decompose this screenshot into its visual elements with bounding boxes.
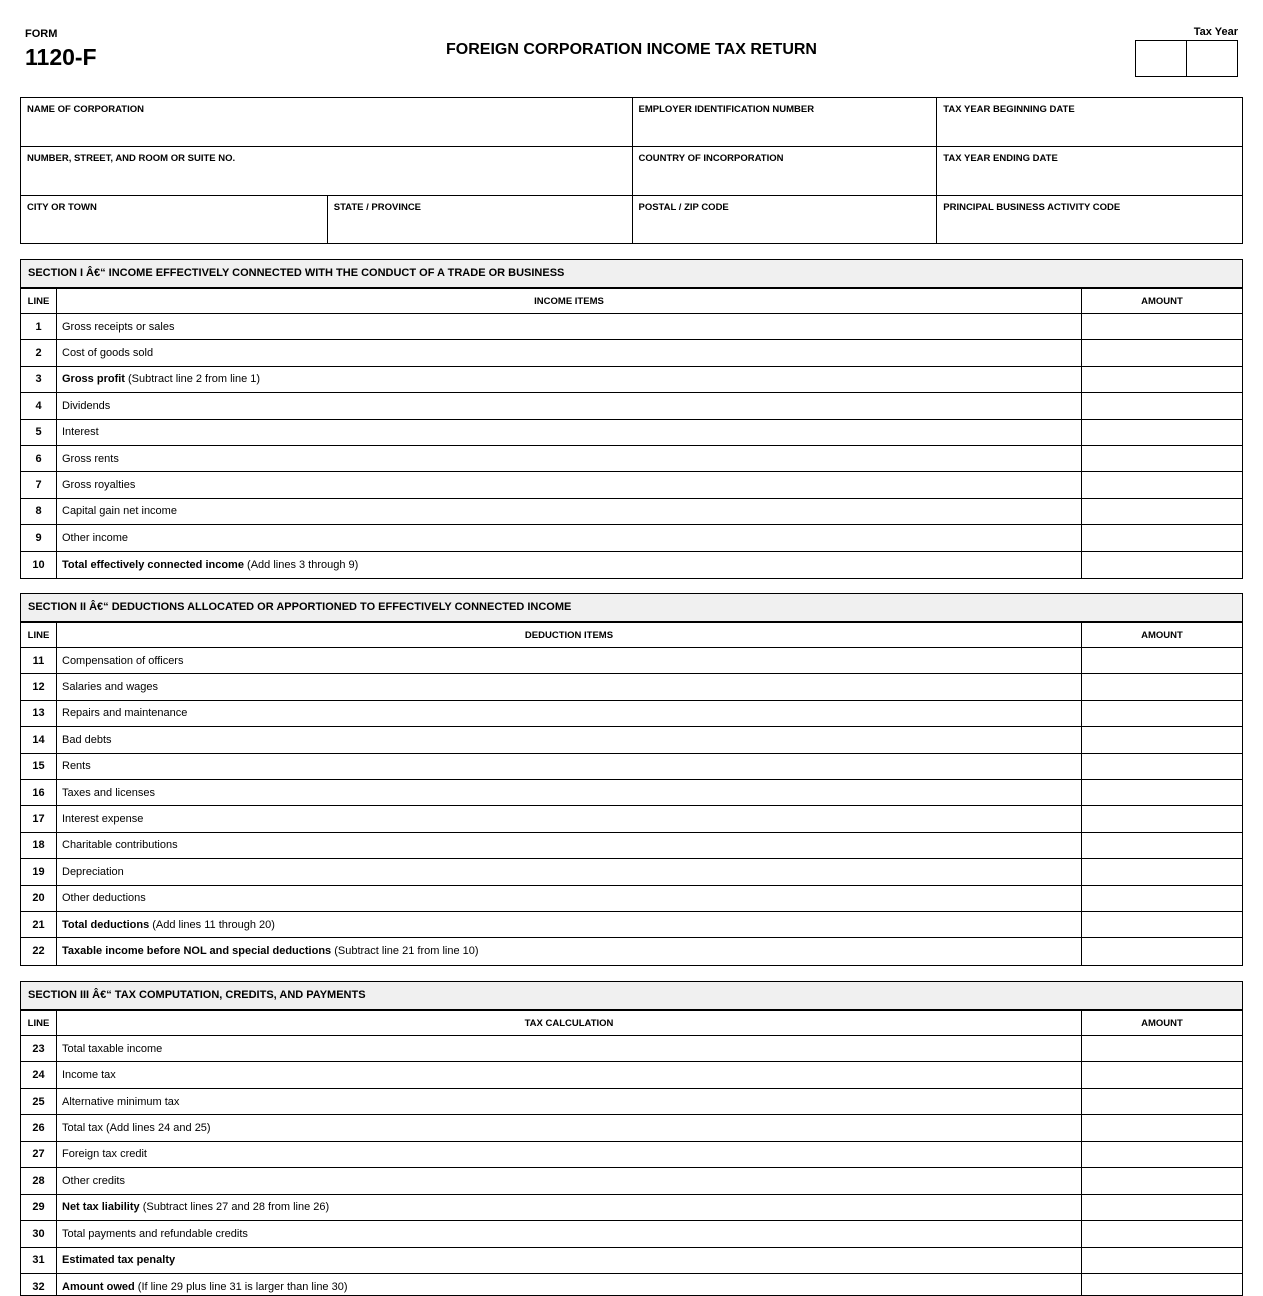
section-title: SECTION II Â€“ DEDUCTIONS ALLOCATED OR APPORTIONED TO EFFECTIVELY CONNECTED INCOME <box>21 594 1242 623</box>
amount-field[interactable] <box>1082 1168 1242 1193</box>
line-description-text: (Subtract lines 27 and 28 from line 26) <box>139 1201 330 1214</box>
amount-field[interactable] <box>1082 420 1242 445</box>
line-description-text: Dividends <box>62 399 111 412</box>
line-description-bold: Gross profit <box>62 373 125 386</box>
table-row <box>21 701 1242 727</box>
country-field[interactable] <box>632 147 937 195</box>
line-number: 19 <box>21 859 57 884</box>
line-description-bold: Taxable income before NOL and special deductions <box>62 945 332 958</box>
amount-field[interactable] <box>1082 393 1242 418</box>
city-label: CITY OR TOWN <box>27 202 97 213</box>
line-number: 16 <box>21 780 57 805</box>
table-row <box>21 1036 1242 1062</box>
line-description <box>57 393 1082 418</box>
section-title: SECTION III Â€“ TAX COMPUTATION, CREDITS, AND PAYMENTS <box>21 982 1242 1011</box>
info-row-1 <box>21 98 1242 147</box>
table-row <box>21 833 1242 859</box>
amount-field[interactable] <box>1082 1062 1242 1087</box>
table-row <box>21 499 1242 525</box>
line-number: 22 <box>21 938 57 964</box>
line-description-bold: Estimated tax penalty <box>62 1254 176 1267</box>
line-number: 23 <box>21 1036 57 1061</box>
street-field[interactable] <box>21 147 632 195</box>
line-description <box>57 1168 1082 1193</box>
table-row <box>21 552 1242 578</box>
table-row <box>21 1195 1242 1221</box>
ein-label: EMPLOYER IDENTIFICATION NUMBER <box>638 104 815 115</box>
postal-field[interactable] <box>632 196 937 243</box>
amount-field[interactable] <box>1082 833 1242 858</box>
column-header-row <box>21 1011 1242 1036</box>
line-description-text: (Subtract line 21 from line 10) <box>331 945 479 958</box>
tax-year-beginning-label: TAX YEAR BEGINNING DATE <box>943 104 1075 115</box>
line-description <box>57 314 1082 339</box>
section-tax-computation <box>20 981 1243 1296</box>
line-description-text: Salaries and wages <box>62 681 159 694</box>
line-number: 1 <box>21 314 57 339</box>
line-description <box>57 1142 1082 1167</box>
table-row <box>21 754 1242 780</box>
table-row <box>21 393 1242 419</box>
line-description-text: Charitable contributions <box>62 839 178 852</box>
line-description-text: Compensation of officers <box>62 654 184 667</box>
table-row <box>21 472 1242 498</box>
line-description <box>57 552 1082 578</box>
column-header-description: TAX CALCULATION <box>57 1011 1082 1035</box>
table-row <box>21 806 1242 832</box>
amount-field[interactable] <box>1082 806 1242 831</box>
tax-year-input-2[interactable] <box>1186 41 1237 76</box>
amount-field[interactable] <box>1082 886 1242 911</box>
line-description <box>57 701 1082 726</box>
table-row <box>21 674 1242 700</box>
column-header-amount: AMOUNT <box>1141 1017 1183 1029</box>
line-description-text: Repairs and maintenance <box>62 707 188 720</box>
line-description-text: Gross royalties <box>62 479 136 492</box>
tax-year-label: Tax Year <box>1193 26 1238 38</box>
line-description <box>57 912 1082 937</box>
line-number: 10 <box>21 552 57 578</box>
line-description-bold: Total deductions <box>62 918 150 931</box>
line-number: 2 <box>21 340 57 365</box>
column-header-row <box>21 289 1242 314</box>
amount-field[interactable] <box>1082 525 1242 550</box>
line-description <box>57 754 1082 779</box>
line-number: 6 <box>21 446 57 471</box>
line-description <box>57 1062 1082 1087</box>
column-header-line: LINE <box>21 289 57 313</box>
line-description <box>57 727 1082 752</box>
table-row <box>21 648 1242 674</box>
section-deductions <box>20 593 1243 966</box>
table-row <box>21 1168 1242 1194</box>
ein-field[interactable] <box>632 98 937 146</box>
line-description-text: Cost of goods sold <box>62 347 154 360</box>
column-header-line: LINE <box>21 623 57 647</box>
amount-field[interactable] <box>1082 1089 1242 1114</box>
column-header-description: DEDUCTION ITEMS <box>57 623 1082 647</box>
line-description <box>57 1274 1082 1296</box>
table-row <box>21 1221 1242 1247</box>
amount-field[interactable] <box>1082 552 1242 578</box>
line-number: 27 <box>21 1142 57 1167</box>
name-of-corporation-label: NAME OF CORPORATION <box>27 104 144 115</box>
table-row <box>21 938 1242 964</box>
line-description-text: Gross receipts or sales <box>62 320 175 333</box>
activity-code-label: PRINCIPAL BUSINESS ACTIVITY CODE <box>943 202 1121 213</box>
line-number: 25 <box>21 1089 57 1114</box>
line-description <box>57 1036 1082 1061</box>
line-description-text: (If line 29 plus line 31 is larger than line 30) <box>134 1281 348 1294</box>
amount-field[interactable] <box>1082 314 1242 339</box>
line-description <box>57 806 1082 831</box>
line-description <box>57 1248 1082 1273</box>
amount-field[interactable] <box>1082 648 1242 673</box>
line-number: 3 <box>21 367 57 392</box>
line-number: 20 <box>21 886 57 911</box>
line-description <box>57 1221 1082 1246</box>
name-of-corporation-field[interactable] <box>21 98 632 146</box>
amount-field[interactable] <box>1082 472 1242 497</box>
line-description <box>57 1115 1082 1140</box>
column-header-amount: AMOUNT <box>1141 295 1183 307</box>
line-number: 21 <box>21 912 57 937</box>
line-description-text: Interest expense <box>62 813 144 826</box>
line-description <box>57 938 1082 964</box>
line-number: 30 <box>21 1221 57 1246</box>
corporation-info-grid <box>20 97 1243 244</box>
country-label: COUNTRY OF INCORPORATION <box>638 153 784 164</box>
table-row <box>21 1274 1242 1296</box>
tax-year-ending-label: TAX YEAR ENDING DATE <box>943 153 1058 164</box>
line-description-text: Other credits <box>62 1174 125 1187</box>
line-description-text: Alternative minimum tax <box>62 1095 180 1108</box>
line-description-text: Total payments and refundable credits <box>62 1227 248 1240</box>
amount-field[interactable] <box>1082 1142 1242 1167</box>
table-row <box>21 1062 1242 1088</box>
column-header-line: LINE <box>21 1011 57 1035</box>
table-row <box>21 1248 1242 1274</box>
line-description-bold: Net tax liability <box>62 1201 140 1214</box>
line-number: 12 <box>21 674 57 699</box>
amount-field[interactable] <box>1082 912 1242 937</box>
line-description-text: Total tax (Add lines 24 and 25) <box>62 1122 211 1135</box>
line-description <box>57 420 1082 445</box>
line-description <box>57 674 1082 699</box>
table-row <box>21 446 1242 472</box>
table-row <box>21 367 1242 393</box>
line-description-text: (Add lines 11 through 20) <box>149 918 275 931</box>
line-description <box>57 340 1082 365</box>
table-row <box>21 912 1242 938</box>
section-income <box>20 259 1243 579</box>
amount-field[interactable] <box>1082 1195 1242 1220</box>
line-description <box>57 1195 1082 1220</box>
amount-field[interactable] <box>1082 1274 1242 1296</box>
line-description-text: Bad debts <box>62 733 112 746</box>
table-row <box>21 314 1242 340</box>
page-title: FOREIGN CORPORATION INCOME TAX RETURN <box>446 41 817 58</box>
line-description-text: Capital gain net income <box>62 505 177 518</box>
line-description <box>57 648 1082 673</box>
amount-field[interactable] <box>1082 499 1242 524</box>
amount-field[interactable] <box>1082 446 1242 471</box>
line-number: 7 <box>21 472 57 497</box>
tax-year-beginning-field[interactable] <box>936 98 1242 146</box>
line-description-text: (Add lines 3 through 9) <box>243 558 359 571</box>
line-description-text: Foreign tax credit <box>62 1148 147 1161</box>
line-number: 32 <box>21 1274 57 1296</box>
line-description-text: Depreciation <box>62 865 124 878</box>
section-title: SECTION I Â€“ INCOME EFFECTIVELY CONNECTED WITH THE CONDUCT OF A TRADE OR BUSINESS <box>21 260 1242 289</box>
amount-field[interactable] <box>1082 367 1242 392</box>
line-number: 4 <box>21 393 57 418</box>
amount-field[interactable] <box>1082 938 1242 964</box>
amount-field[interactable] <box>1082 1115 1242 1140</box>
line-number: 24 <box>21 1062 57 1087</box>
amount-field[interactable] <box>1082 859 1242 884</box>
street-label: NUMBER, STREET, AND ROOM OR SUITE NO. <box>27 153 236 164</box>
table-row <box>21 886 1242 912</box>
line-number: 8 <box>21 499 57 524</box>
info-row-3 <box>21 196 1242 243</box>
amount-field[interactable] <box>1082 1221 1242 1246</box>
tax-year-boxes <box>1135 40 1238 77</box>
table-row <box>21 340 1242 366</box>
city-field[interactable] <box>21 196 327 243</box>
table-row <box>21 420 1242 446</box>
line-description-text: Interest <box>62 426 99 439</box>
line-number: 18 <box>21 833 57 858</box>
state-field[interactable] <box>327 196 632 243</box>
line-description-text: Income tax <box>62 1069 116 1082</box>
line-description-text: (Subtract line 2 from line 1) <box>124 373 261 386</box>
line-number: 29 <box>21 1195 57 1220</box>
line-description-bold: Amount owed <box>62 1281 135 1294</box>
column-header-description: INCOME ITEMS <box>57 289 1082 313</box>
tax-year-ending-field[interactable] <box>936 147 1242 195</box>
tax-year-input-1[interactable] <box>1136 41 1186 76</box>
line-description <box>57 367 1082 392</box>
line-description-text: Other income <box>62 531 129 544</box>
line-number: 9 <box>21 525 57 550</box>
line-description <box>57 446 1082 471</box>
line-description <box>57 499 1082 524</box>
table-row <box>21 727 1242 753</box>
amount-field[interactable] <box>1082 754 1242 779</box>
info-row-2 <box>21 147 1242 196</box>
table-row <box>21 1142 1242 1168</box>
line-number: 13 <box>21 701 57 726</box>
amount-field[interactable] <box>1082 674 1242 699</box>
line-number: 14 <box>21 727 57 752</box>
table-row <box>21 1089 1242 1115</box>
line-description <box>57 472 1082 497</box>
amount-field[interactable] <box>1082 1036 1242 1061</box>
state-label: STATE / PROVINCE <box>333 202 422 213</box>
amount-field[interactable] <box>1082 701 1242 726</box>
form-label: FORM <box>25 28 58 40</box>
line-number: 31 <box>21 1248 57 1273</box>
column-header-row <box>21 623 1242 648</box>
line-description <box>57 859 1082 884</box>
line-description <box>57 833 1082 858</box>
line-description-text: Taxes and licenses <box>62 786 155 799</box>
line-description <box>57 886 1082 911</box>
form-number: 1120-F <box>25 44 97 70</box>
line-number: 11 <box>21 648 57 673</box>
line-description <box>57 780 1082 805</box>
column-header-amount: AMOUNT <box>1141 629 1183 641</box>
line-description-text: Gross rents <box>62 452 119 465</box>
line-number: 28 <box>21 1168 57 1193</box>
amount-field[interactable] <box>1082 727 1242 752</box>
line-description <box>57 525 1082 550</box>
table-row <box>21 525 1242 551</box>
amount-field[interactable] <box>1082 1248 1242 1273</box>
postal-label: POSTAL / ZIP CODE <box>638 202 729 213</box>
line-description-text: Other deductions <box>62 892 146 905</box>
line-number: 5 <box>21 420 57 445</box>
line-description-text: Rents <box>62 760 91 773</box>
amount-field[interactable] <box>1082 340 1242 365</box>
table-row <box>21 1115 1242 1141</box>
activity-code-field[interactable] <box>936 196 1242 243</box>
amount-field[interactable] <box>1082 780 1242 805</box>
line-description-text: Total taxable income <box>62 1042 163 1055</box>
line-number: 26 <box>21 1115 57 1140</box>
line-description <box>57 1089 1082 1114</box>
line-number: 17 <box>21 806 57 831</box>
table-row <box>21 859 1242 885</box>
line-number: 15 <box>21 754 57 779</box>
line-description-bold: Total effectively connected income <box>62 558 244 571</box>
table-row <box>21 780 1242 806</box>
